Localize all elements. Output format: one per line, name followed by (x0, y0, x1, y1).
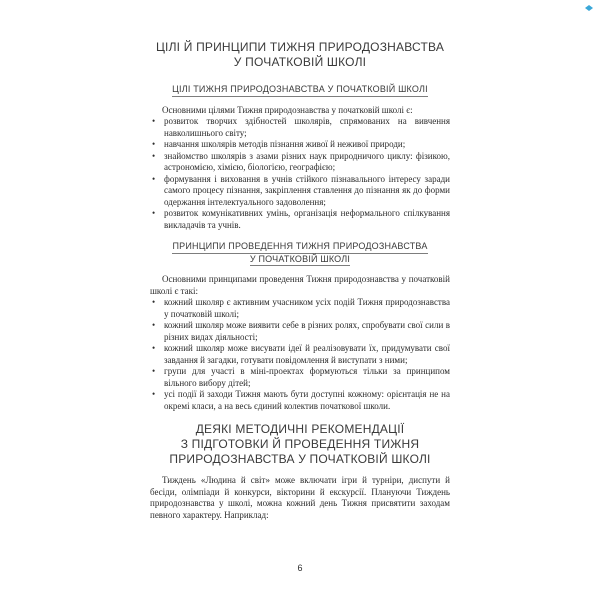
bullet-icon: • (152, 297, 156, 307)
recommendations-heading-line2: З ПІДГОТОВКИ Й ПРОВЕДЕННЯ ТИЖНЯ (180, 437, 420, 451)
list-item: • розвиток творчих здібностей школярів, спрямованих на вивчення навколишнього світу; (152, 116, 450, 138)
list-item: • знайомство школярів з азами різних наук природничого циклу: фізикою, астрономією, хімією, біологією, географією; (152, 150, 450, 172)
recommendations-heading (150, 422, 450, 467)
page-number: 6 (297, 563, 303, 573)
list-item: • формування і виховання в учнів стійкого пізнавального інтересу заради самого процесу пізнання, закріплення ставлення до пізнання як до форми одержання інтелектуального задоволення; (152, 173, 450, 207)
principles-heading-line2: У ПОЧАТКОВІЙ ШКОЛІ (250, 254, 350, 267)
list-item: • групи для участі в міні-проектах формуються тільки за принципом вільного вибору дітей; (152, 366, 450, 388)
recommendations-heading-line1: ДЕЯКІ МЕТОДИЧНІ РЕКОМЕНДАЦІЇ (195, 422, 405, 436)
principles-heading (150, 241, 450, 266)
bullet-icon: • (152, 389, 156, 399)
goals-heading-text: ЦІЛІ ТИЖНЯ ПРИРОДОЗНАВСТВА У ПОЧАТКОВІЙ ШКОЛІ (172, 84, 428, 97)
bullet-icon: • (152, 150, 156, 161)
corner-mark-icon (584, 4, 594, 12)
goals-intro: Основними цілями Тижня природознавства у початковій школі є: (162, 104, 413, 115)
page-content (150, 36, 450, 521)
list-item: • усі події й заходи Тижня мають бути доступні кожному: орієнтація не на окремі класи, а на весь єдиний колектив початкової школи. (152, 389, 450, 411)
page-title (150, 40, 450, 70)
principles-heading-line1: ПРИНЦИПИ ПРОВЕДЕННЯ ТИЖНЯ ПРИРОДОЗНАВСТВА (172, 241, 427, 254)
bullet-icon: • (152, 139, 156, 149)
principles-list (150, 297, 450, 412)
list-item: • розвиток комунікативних умінь, організація неформального спілкування викладачів та учнів. (152, 208, 450, 230)
goals-list (150, 116, 450, 231)
list-item: • кожний школяр може виявити себе в різних ролях, спробувати свої сили в різних видах діяльності; (152, 320, 450, 342)
bullet-icon: • (152, 320, 156, 330)
principles-intro: Основними принципами проведення Тижня природознавства у початковій школі є такі: (150, 274, 450, 296)
bullet-icon: • (152, 343, 156, 353)
recommendations-paragraph: Тиждень «Людина й світ» може включати ігри й турніри, диспути й бесіди, олімпіади й конкурси, вікторини й екскурсії. Плануючи Тиждень природознавства у школі, можна кожний день Тижня присвятити заходам певного характеру. Наприклад: (150, 475, 450, 520)
bullet-icon: • (152, 366, 156, 376)
list-item: • навчання школярів методів пізнання живої й неживої природи; (152, 139, 406, 149)
goals-heading (150, 84, 450, 97)
recommendations-heading-line3: ПРИРОДОЗНАВСТВА У ПОЧАТКОВІЙ ШКОЛІ (169, 452, 431, 466)
page-title-line1: ЦІЛІ Й ПРИНЦИПИ ТИЖНЯ ПРИРОДОЗНАВСТВА (155, 40, 445, 54)
list-item: • кожний школяр може висувати ідеї й реалізовувати їх, придумувати свої завдання й загадки, готувати повідомлення й виступати з ними; (152, 343, 450, 365)
page-title-line2: У ПОЧАТКОВІЙ ШКОЛІ (233, 55, 367, 69)
bullet-icon: • (152, 173, 156, 184)
list-item: • кожний школяр є активним учасником усіх подій Тижня природознавства у початковій школі; (152, 297, 450, 319)
bullet-icon: • (152, 116, 156, 126)
bullet-icon: • (152, 208, 156, 218)
